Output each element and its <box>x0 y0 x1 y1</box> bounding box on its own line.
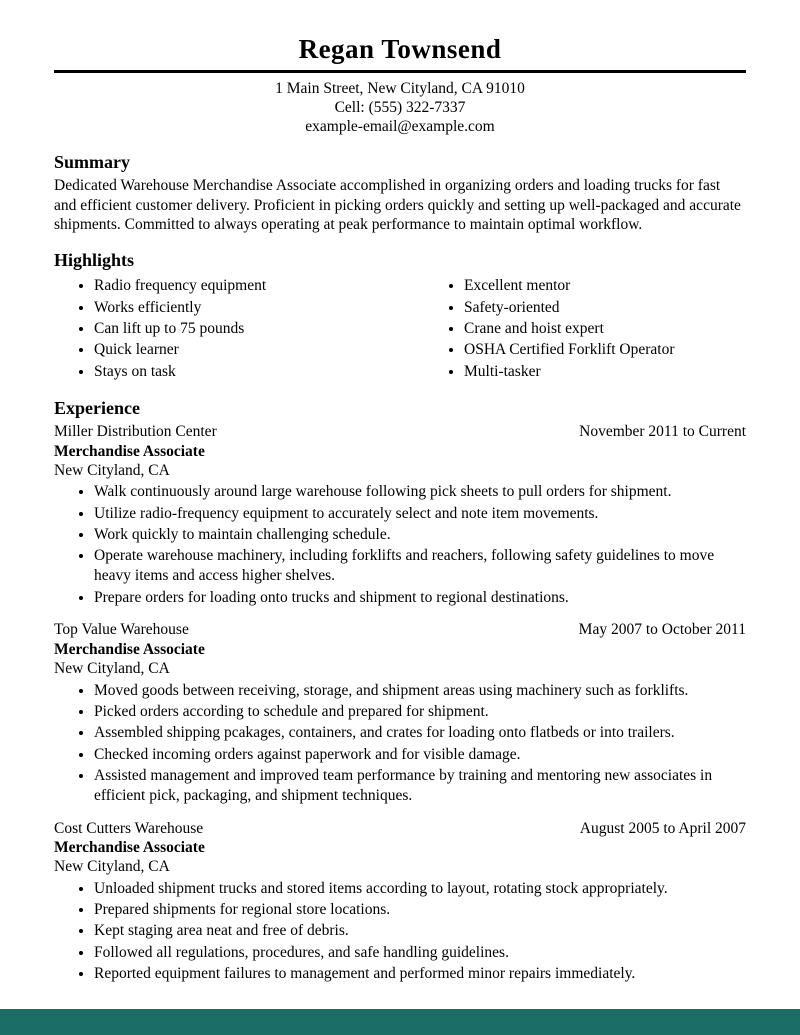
summary-text: Dedicated Warehouse Merchandise Associate accomplished in organizing orders and loading trucks for fast and efficient customer delivery. Proficient in picking orders quickly and setting up well-packaged and accurate shipments. Committed to always operating at peak performance to maintain optimal workflow. <box>54 176 741 234</box>
job-bullet: • Moved goods between receiving, storage, and shipment areas using machinery such as forklifts. <box>94 681 746 701</box>
job-dates: August 2005 to April 2007 <box>579 819 746 837</box>
job-head <box>54 620 746 639</box>
job-title: Merchandise Associate <box>54 838 205 856</box>
highlight-item: • Multi-tasker <box>464 362 746 382</box>
job-dates: November 2011 to Current <box>579 423 746 441</box>
footer-bar <box>0 1009 800 1035</box>
job-head <box>54 819 746 838</box>
job-bullet: • Checked incoming orders against paperwork and for visible damage. <box>94 745 746 765</box>
highlights-heading: Highlights <box>54 250 135 271</box>
highlights-column-right <box>424 274 746 383</box>
highlights-list-left <box>54 276 424 381</box>
highlight-item: • Quick learner <box>94 340 424 360</box>
job-bullet: • Followed all regulations, procedures, and safe handling guidelines. <box>94 943 746 963</box>
highlights-list-right <box>424 276 746 381</box>
job-bullet: • Walk continuously around large warehouse following pick sheets to pull orders for shipment. <box>94 482 746 502</box>
highlights-columns <box>54 274 746 383</box>
experience-heading: Experience <box>54 398 140 419</box>
job-entry <box>54 620 746 805</box>
job-bullet: • Reported equipment failures to management and performed minor repairs immediately. <box>94 964 746 984</box>
highlight-item: • Safety-oriented <box>464 298 746 318</box>
summary-section <box>54 152 746 235</box>
job-bullet-list <box>54 482 746 607</box>
job-title: Merchandise Associate <box>54 442 205 460</box>
job-company: Cost Cutters Warehouse <box>54 819 204 837</box>
job-bullet: • Utilize radio-frequency equipment to accurately select and note item movements. <box>94 504 746 524</box>
job-bullet: • Kept staging area neat and free of debris. <box>94 921 746 941</box>
highlights-section <box>54 250 746 383</box>
highlight-item: • Stays on task <box>94 362 424 382</box>
highlight-item: • Crane and hoist expert <box>464 319 746 339</box>
job-bullet: • Operate warehouse machinery, including forklifts and reachers, following safety guidelines to move heavy items and access higher shelves. <box>94 546 746 586</box>
job-bullet: • Work quickly to maintain challenging schedule. <box>94 525 746 545</box>
job-bullet: • Prepare orders for loading onto trucks and shipment to regional destinations. <box>94 588 746 608</box>
contact-phone: Cell: (555) 322-7337 <box>334 98 466 116</box>
highlight-item: • Can lift up to 75 pounds <box>94 319 424 339</box>
job-company: Miller Distribution Center <box>54 423 217 441</box>
job-location: New Cityland, CA <box>54 462 170 480</box>
job-bullet-list <box>54 681 746 806</box>
job-company: Top Value Warehouse <box>54 621 189 639</box>
highlight-item: • Radio frequency equipment <box>94 276 424 296</box>
contact-address: 1 Main Street, New Cityland, CA 91010 <box>275 80 525 97</box>
header-divider <box>54 70 746 73</box>
experience-section <box>54 398 746 983</box>
job-bullet: • Picked orders according to schedule and prepared for shipment. <box>94 702 746 722</box>
job-location: New Cityland, CA <box>54 660 170 678</box>
job-bullet: • Assembled shipping pcakages, containers, and crates for loading onto flatbeds or into trailers. <box>94 723 746 743</box>
job-location: New Cityland, CA <box>54 858 170 876</box>
highlight-item: • Works efficiently <box>94 298 424 318</box>
job-entry <box>54 422 746 607</box>
contact-email: example-email@example.com <box>305 117 495 135</box>
summary-heading: Summary <box>54 151 130 172</box>
job-bullet: • Unloaded shipment trucks and stored items according to layout, rotating stock appropriately. <box>94 879 746 899</box>
page-title: Regan Townsend <box>298 34 502 64</box>
job-head <box>54 422 746 441</box>
job-title: Merchandise Associate <box>54 640 205 658</box>
highlight-item: • Excellent mentor <box>464 276 746 296</box>
job-bullet-list <box>54 879 746 984</box>
job-bullet: • Prepared shipments for regional store locations. <box>94 900 746 920</box>
highlights-column-left <box>54 274 424 383</box>
contact-block <box>54 80 746 137</box>
job-entry <box>54 819 746 984</box>
job-bullet: • Assisted management and improved team performance by training and mentoring new associates in efficient pick, packaging, and shipment techniques. <box>94 766 746 806</box>
job-dates: May 2007 to October 2011 <box>578 621 746 639</box>
highlight-item: • OSHA Certified Forklift Operator <box>464 340 746 360</box>
